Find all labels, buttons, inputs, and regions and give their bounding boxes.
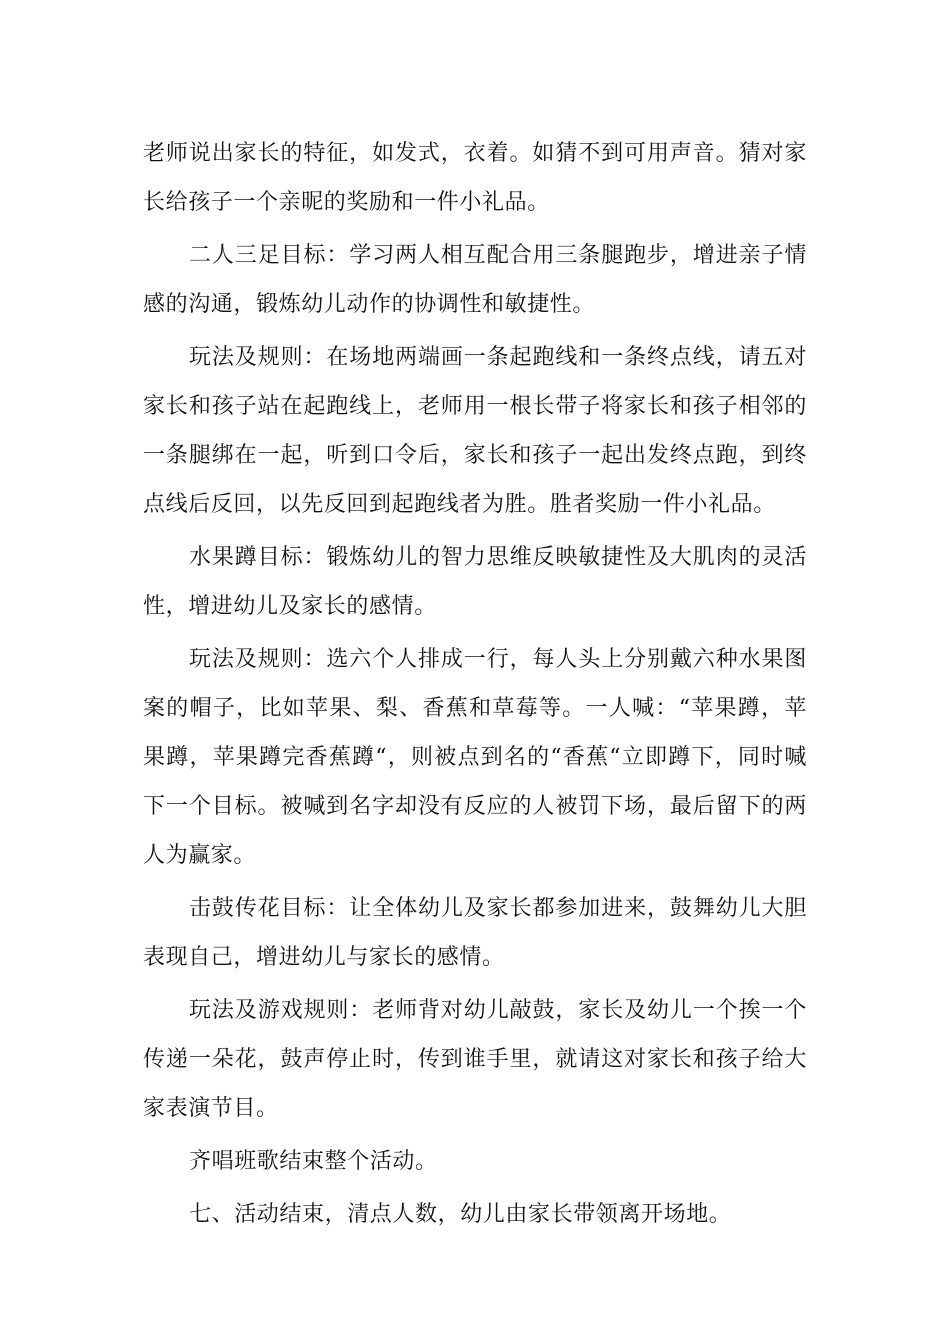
- paragraph-fruit-squat-rules: 玩法及规则：选六个人排成一行，每人头上分别戴六种水果图案的帽子，比如苹果、梨、香蕉和草莓等。一人喊：“苹果蹲，苹果蹲，苹果蹲完香蕉蹲“，则被点到名的“香蕉“立即蹲下，同时喊下一个目标。被喊到名字却没有反应的人被罚下场，最后留下的两人为赢家。: [143, 647, 807, 868]
- paragraph-three-legged-rules: 玩法及规则：在场地两端画一条起跑线和一条终点线，请五对家长和孩子站在起跑线上，老师用一根长带子将家长和孩子相邻的一条腿绑在一起，听到口令后，家长和孩子一起出发终点跑，到终点线后反回，以先反回到起跑线者为胜。胜者奖励一件小礼品。: [143, 345, 807, 517]
- paragraph-class-song: 齐唱班歌结束整个活动。: [189, 1149, 438, 1174]
- paragraph-pass-flower-goal: 击鼓传花目标：让全体幼儿及家长都参加进来，鼓舞幼儿大胆表现自己，增进幼儿与家长的感情。: [143, 896, 807, 970]
- paragraph-guess-parent-continued: 老师说出家长的特征，如发式，衣着。如猜不到可用声音。猜对家长给孩子一个亲昵的奖励和一件小礼品。: [143, 141, 807, 215]
- paragraph-fruit-squat-goal: 水果蹲目标：锻炼幼儿的智力思维反映敏捷性及大肌肉的灵活性，增进幼儿及家长的感情。: [143, 545, 807, 619]
- paragraph-pass-flower-rules: 玩法及游戏规则：老师背对幼儿敲鼓，家长及幼儿一个挨一个传递一朵花，鼓声停止时，传到谁手里，就请这对家长和孩子给大家表演节目。: [143, 998, 807, 1121]
- paragraph-activity-end: 七、活动结束，清点人数，幼儿由家长带领离开场地。: [189, 1202, 732, 1227]
- document-body: [143, 129, 807, 1243]
- paragraph-three-legged-goal: 二人三足目标：学习两人相互配合用三条腿跑步，增进亲子情感的沟通，锻炼幼儿动作的协调性和敏捷性。: [143, 243, 807, 317]
